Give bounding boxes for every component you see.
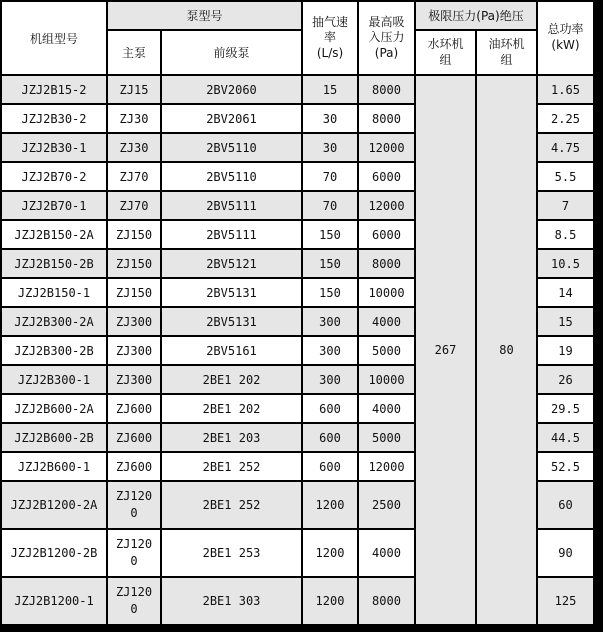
cell-total-power: 14 [538,279,593,306]
cell-main-pump-part: ZJ30 [119,111,149,126]
cell-backing-pump: 2BE1 203 [162,424,301,451]
cell-pumping-speed: 70 [303,192,357,219]
cell-pumping-speed: 150 [303,221,357,248]
header-backing-pump: 前级泵 [162,31,301,74]
cell-total-power: 5.5 [538,163,593,190]
cell-total-power: 52.5 [538,453,593,480]
cell-backing-pump: 2BV5110 [162,134,301,161]
cell-unit-model: JZJ2B300-2B [2,337,106,364]
cell-total-power: 60 [538,482,593,528]
header-max-inlet-unit: (Pa) [374,45,399,60]
header-max-inlet-line2: 入压力 [368,30,405,45]
cell-total-power: 7 [538,192,593,219]
cell-unit-model: JZJ2B30-1 [2,134,106,161]
table-row [2,76,593,103]
header-main-pump: 主泵 [108,31,160,74]
table-body [2,76,593,624]
cell-main-pump-part: ZJ300 [115,314,153,329]
cell-pumping-speed: 1200 [303,530,357,576]
cell-pumping-speed: 600 [303,395,357,422]
cell-unit-model: JZJ2B70-1 [2,192,106,219]
cell-main-pump-part: ZJ120 [115,584,153,599]
cell-unit-model: JZJ2B1200-2A [2,482,106,528]
cell-total-power: 15 [538,308,593,335]
header-pumping-speed-line2: 率 [323,30,336,45]
cell-max-inlet-pressure: 10000 [359,279,414,306]
cell-max-inlet-pressure: 4000 [359,530,414,576]
cell-total-power: 19 [538,337,593,364]
header-total-power-unit: (kW) [551,38,580,52]
cell-unit-model: JZJ2B150-2B [2,250,106,277]
cell-pumping-speed: 600 [303,453,357,480]
cell-pumping-speed: 300 [303,366,357,393]
cell-main-pump [108,578,160,624]
cell-unit-model: JZJ2B1200-2B [2,530,106,576]
cell-max-inlet-pressure: 12000 [359,192,414,219]
cell-main-pump [108,76,160,103]
cell-pumping-speed: 600 [303,424,357,451]
cell-max-inlet-pressure: 8000 [359,578,414,624]
cell-main-pump-part: 0 [130,602,138,616]
cell-oil-ring-ultimate: 80 [477,76,536,624]
cell-main-pump [108,134,160,161]
cell-unit-model: JZJ2B300-1 [2,366,106,393]
cell-unit-model: JZJ2B600-2B [2,424,106,451]
cell-backing-pump: 2BE1 252 [162,482,301,528]
cell-main-pump-part: ZJ150 [115,285,153,300]
cell-backing-pump: 2BV5121 [162,250,301,277]
cell-max-inlet-pressure: 8000 [359,250,414,277]
cell-backing-pump: 2BV5111 [162,221,301,248]
cell-max-inlet-pressure: 12000 [359,453,414,480]
cell-main-pump-part: ZJ150 [115,256,153,271]
cell-max-inlet-pressure: 10000 [359,366,414,393]
cell-backing-pump: 2BE1 202 [162,366,301,393]
cell-main-pump [108,250,160,277]
cell-total-power: 26 [538,366,593,393]
cell-total-power: 29.5 [538,395,593,422]
cell-backing-pump: 2BE1 253 [162,530,301,576]
cell-unit-model: JZJ2B600-2A [2,395,106,422]
cell-main-pump-part: ZJ300 [115,343,153,358]
cell-main-pump-part: ZJ70 [119,198,149,213]
header-water-ring-line1: 水环机 [427,36,464,51]
cell-backing-pump: 2BE1 252 [162,453,301,480]
header-oil-ring [477,31,536,74]
cell-main-pump [108,424,160,451]
cell-main-pump [108,192,160,219]
cell-main-pump-part: 0 [130,554,138,568]
header-water-ring [416,31,475,74]
cell-backing-pump: 2BV5131 [162,308,301,335]
cell-main-pump [108,221,160,248]
cell-main-pump [108,105,160,132]
header-total-power-line1: 总功率 [547,22,584,37]
cell-pumping-speed: 1200 [303,482,357,528]
header-ultimate-pressure: 极限压力(Pa)绝压 [416,2,536,29]
cell-main-pump-part: 0 [130,506,138,520]
cell-unit-model: JZJ2B150-1 [2,279,106,306]
cell-main-pump-part: ZJ120 [115,536,153,551]
cell-pumping-speed: 1200 [303,578,357,624]
cell-pumping-speed: 150 [303,279,357,306]
cell-main-pump-part: ZJ600 [115,430,153,445]
header-max-inlet-pressure [359,2,414,74]
header-max-inlet-line1: 最高吸 [368,14,405,29]
cell-unit-model: JZJ2B150-2A [2,221,106,248]
cell-main-pump [108,395,160,422]
cell-main-pump [108,308,160,335]
cell-unit-model: JZJ2B300-2A [2,308,106,335]
cell-max-inlet-pressure: 8000 [359,105,414,132]
header-oil-ring-line2: 组 [500,52,513,67]
cell-max-inlet-pressure: 8000 [359,76,414,103]
cell-main-pump-part: ZJ600 [115,459,153,474]
cell-backing-pump: 2BV5111 [162,192,301,219]
cell-max-inlet-pressure: 6000 [359,221,414,248]
cell-max-inlet-pressure: 6000 [359,163,414,190]
cell-total-power: 90 [538,530,593,576]
cell-total-power: 44.5 [538,424,593,451]
cell-backing-pump: 2BV2061 [162,105,301,132]
header-water-ring-line2: 组 [439,52,452,67]
cell-backing-pump: 2BV2060 [162,76,301,103]
cell-max-inlet-pressure: 2500 [359,482,414,528]
header-pumping-speed-unit: (L/s) [316,45,344,60]
cell-max-inlet-pressure: 5000 [359,337,414,364]
cell-max-inlet-pressure: 5000 [359,424,414,451]
cell-main-pump [108,279,160,306]
cell-main-pump [108,482,160,528]
cell-backing-pump: 2BV5110 [162,163,301,190]
cell-pumping-speed: 300 [303,308,357,335]
cell-unit-model: JZJ2B600-1 [2,453,106,480]
cell-main-pump-part: ZJ150 [115,227,153,242]
header-pumping-speed [303,2,357,74]
cell-backing-pump: 2BV5131 [162,279,301,306]
header-total-power [538,2,593,74]
cell-backing-pump: 2BE1 303 [162,578,301,624]
cell-water-ring-ultimate: 267 [416,76,475,624]
header-pumping-speed-line1: 抽气速 [311,14,348,29]
header-unit-model: 机组型号 [2,2,106,74]
cell-max-inlet-pressure: 12000 [359,134,414,161]
cell-pumping-speed: 15 [303,76,357,103]
cell-unit-model: JZJ2B70-2 [2,163,106,190]
cell-total-power: 1.65 [538,76,593,103]
cell-main-pump-part: ZJ30 [119,140,149,155]
cell-pumping-speed: 300 [303,337,357,364]
cell-pumping-speed: 30 [303,134,357,161]
cell-main-pump [108,530,160,576]
cell-main-pump-part: ZJ600 [115,401,153,416]
cell-main-pump [108,163,160,190]
cell-main-pump [108,453,160,480]
cell-total-power: 8.5 [538,221,593,248]
cell-main-pump-part: ZJ15 [119,82,149,97]
cell-main-pump [108,366,160,393]
cell-max-inlet-pressure: 4000 [359,308,414,335]
cell-main-pump-part: ZJ120 [115,488,153,503]
cell-total-power: 4.75 [538,134,593,161]
header-oil-ring-line1: 油环机 [488,36,525,51]
cell-main-pump [108,337,160,364]
cell-total-power: 2.25 [538,105,593,132]
cell-unit-model: JZJ2B1200-1 [2,578,106,624]
cell-unit-model: JZJ2B30-2 [2,105,106,132]
cell-total-power: 10.5 [538,250,593,277]
cell-pumping-speed: 150 [303,250,357,277]
header-pump-model: 泵型号 [108,2,301,29]
cell-unit-model: JZJ2B15-2 [2,76,106,103]
cell-main-pump-part: ZJ300 [115,372,153,387]
cell-total-power: 125 [538,578,593,624]
cell-pumping-speed: 30 [303,105,357,132]
cell-backing-pump: 2BV5161 [162,337,301,364]
cell-backing-pump: 2BE1 202 [162,395,301,422]
cell-main-pump-part: ZJ70 [119,169,149,184]
cell-pumping-speed: 70 [303,163,357,190]
cell-max-inlet-pressure: 4000 [359,395,414,422]
